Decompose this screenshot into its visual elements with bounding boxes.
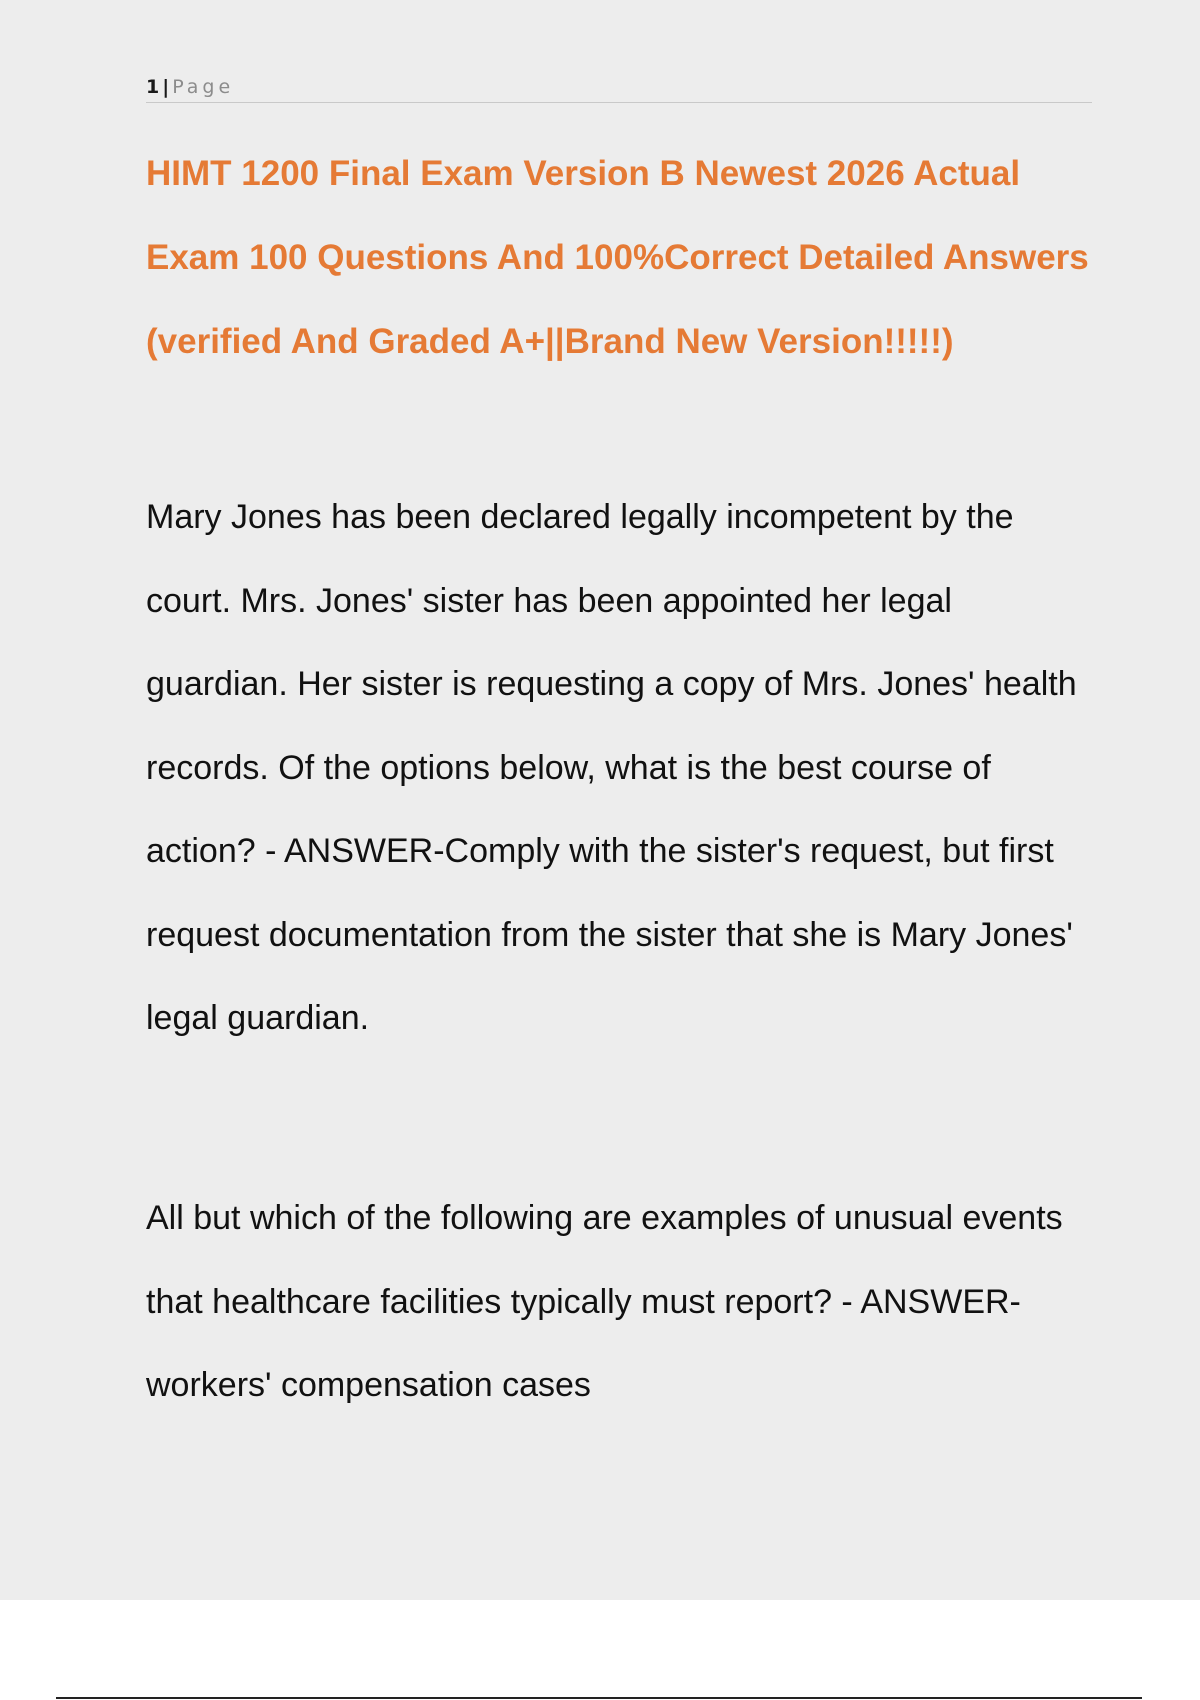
page-label: Page bbox=[172, 76, 235, 98]
question-answer-1: Mary Jones has been declared legally incompetent by the court. Mrs. Jones' sister has been appointed her legal guardian. Her sister is requesting a copy of Mrs. Jones' health records. Of the options below, what is the best course of action? - ANSWER-Comply with the sister's request, but first request documentation from the sister that she is Mary Jones' legal guardian. bbox=[146, 498, 1077, 1037]
footer-divider bbox=[56, 1697, 1142, 1699]
document-title: HIMT 1200 Final Exam Version B Newest 2026 Actual Exam 100 Questions And 100%Correct Detailed Answers (verified And Graded A+||Brand New Version!!!!!) bbox=[146, 154, 1089, 361]
page-number: 1 bbox=[146, 76, 160, 98]
page-header bbox=[146, 74, 1092, 103]
question-answer-2: All but which of the following are examples of unusual events that healthcare facilities typically must report? - ANSWER-workers' compensation cases bbox=[146, 1199, 1063, 1404]
page-separator: | bbox=[162, 76, 170, 98]
